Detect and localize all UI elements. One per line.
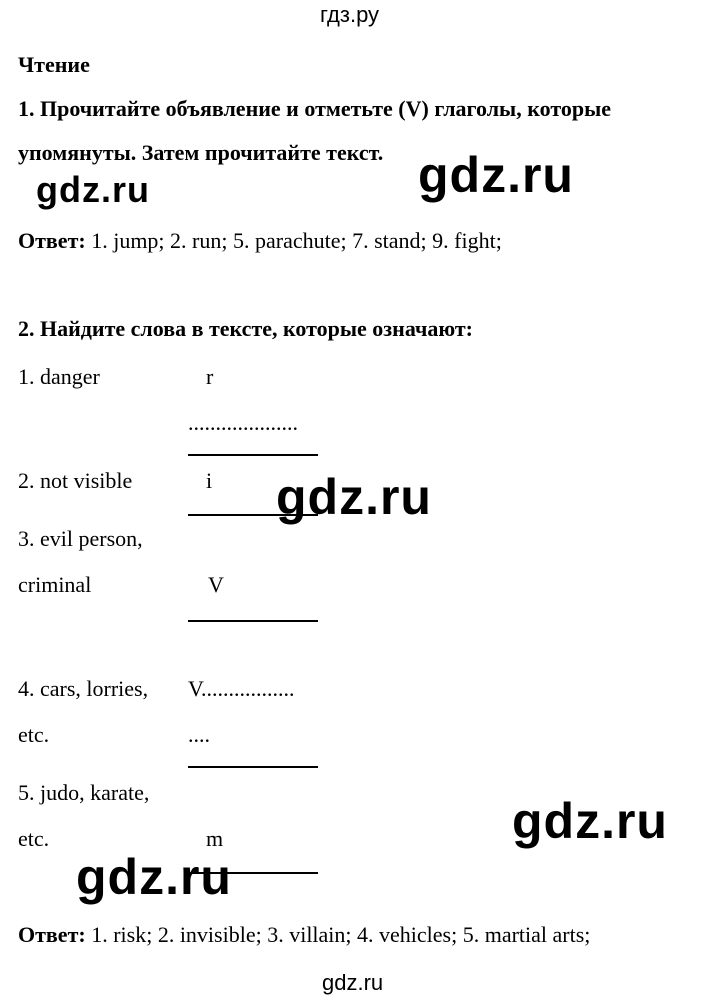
- watermark: gdz.ru: [76, 849, 232, 905]
- answer-blank-1: [188, 454, 318, 456]
- watermark: gdz.ru: [276, 469, 432, 525]
- hint-4-letter: V.................: [188, 676, 295, 701]
- hint-2-letter: i: [206, 468, 213, 493]
- task2-title: 2. Найдите слова в тексте, которые означают:: [18, 316, 474, 341]
- hint-3-letter: V: [208, 572, 224, 597]
- definition-3-line2: criminal: [18, 572, 92, 597]
- definition-4-line1: 4. cars, lorries,: [18, 676, 149, 701]
- task2-answer: [18, 922, 590, 948]
- answer-label: Ответ:: [18, 922, 86, 947]
- task1-instruction-line1: 1. Прочитайте объявление и отметьте (V) глаголы, которые: [18, 96, 612, 121]
- definition-3-line1: 3. evil person,: [18, 526, 143, 551]
- definition-4-line2: etc.: [18, 722, 50, 747]
- definition-2: 2. not visible: [18, 468, 133, 493]
- task1-answer: [18, 228, 502, 254]
- hint-1-letter: r: [206, 364, 214, 389]
- definition-5-line1: 5. judo, karate,: [18, 780, 150, 805]
- watermark: gdz.ru: [36, 169, 150, 210]
- hint-5-letter: m: [206, 826, 224, 851]
- hint-1-dots: ....................: [188, 410, 298, 435]
- site-footer: gdz.ru: [322, 970, 384, 995]
- watermark: gdz.ru: [418, 147, 574, 203]
- answer-blank-3: [188, 620, 318, 622]
- definition-1: 1. danger: [18, 364, 100, 389]
- watermark: gdz.ru: [512, 793, 668, 849]
- answer-label: Ответ:: [18, 228, 86, 253]
- answer-blank-4: [188, 766, 318, 768]
- site-header: гдз.ру: [320, 2, 380, 27]
- hint-4-dots: ....: [188, 722, 210, 747]
- answer-text: 1. risk; 2. invisible; 3. villain; 4. vehicles; 5. martial arts;: [85, 922, 591, 947]
- task1-instruction-line2: упомянуты. Затем прочитайте текст.: [18, 140, 384, 165]
- section-title: Чтение: [18, 52, 90, 77]
- definition-5-line2: etc.: [18, 826, 50, 851]
- answer-text: 1. jump; 2. run; 5. parachute; 7. stand; 9. fight;: [85, 228, 502, 253]
